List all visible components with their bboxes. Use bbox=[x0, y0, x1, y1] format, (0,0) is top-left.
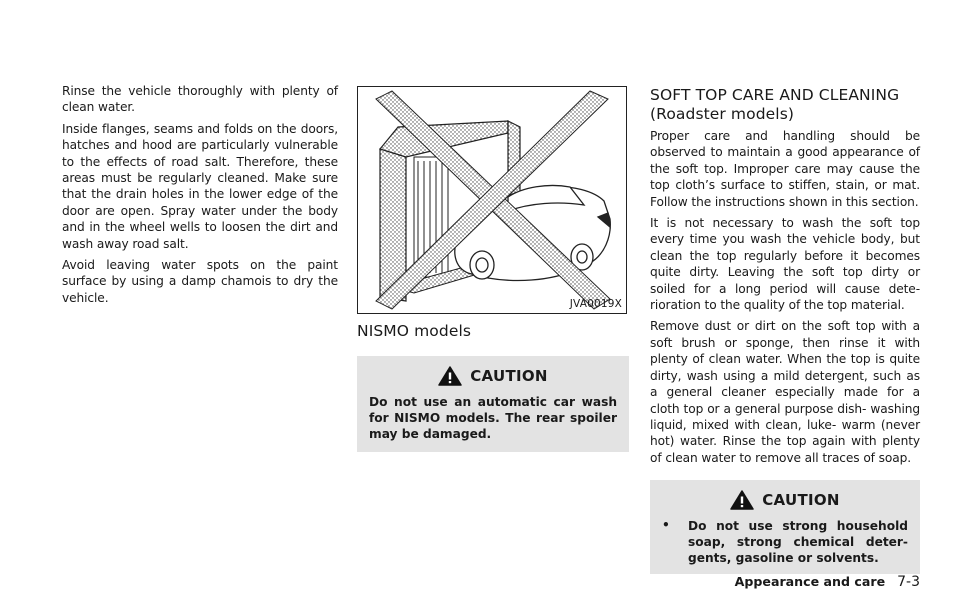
caution-box-nismo bbox=[357, 356, 629, 452]
column-left bbox=[62, 83, 338, 311]
caution-box-soft-top bbox=[650, 480, 920, 574]
heading-nismo-models: NISMO models bbox=[357, 322, 472, 340]
warning-triangle-icon bbox=[730, 490, 754, 510]
paragraph-proper-care: Proper care and handling should be observed to maintain a good appearance of the soft top. Improper care may cause the top cloth’s surface to stiffen, stain, or mat. Follow the instructions shown in this section. bbox=[650, 129, 920, 209]
caution-header bbox=[662, 490, 908, 510]
page-number: 7-3 bbox=[897, 574, 920, 590]
page-footer bbox=[735, 574, 920, 590]
paragraph-wash-regularly: It is not necessary to wash the soft top every time you wash the vehicle body, but clean the top regularly before it becomes quite dirty. Leaving the soft top dirty or soiled for a long period will cause dete- rioration to the quality of the top material. bbox=[650, 216, 920, 313]
caution-header bbox=[369, 366, 617, 386]
paragraph-remove-dust: Remove dust or dirt on the soft top with a soft brush or sponge, then rinse it with plenty of clean water. When the top is quite dirty, wash using a mild detergent, such as a general cleaner especially made for a cloth top or a general purpose dish- washing liquid, mixed with clean, luke- warm (never hot) water. Rinse the top again with plenty of clean water to remove all traces of soap. bbox=[650, 319, 920, 465]
caution-title: CAUTION bbox=[762, 491, 840, 510]
paragraph-water-spots: Avoid leaving water spots on the paint surface by using a damp chamois to dry the vehicle. bbox=[62, 258, 338, 305]
caution-title: CAUTION bbox=[470, 367, 548, 385]
caution-text: Do not use an automatic car wash for NISMO models. The rear spoiler may be damaged. bbox=[369, 395, 617, 441]
caution-bullet-item bbox=[662, 518, 908, 566]
car-wash-illustration bbox=[357, 86, 627, 314]
paragraph-rinse: Rinse the vehicle thoroughly with plenty of clean water. bbox=[62, 84, 338, 115]
caution-bullet-text: Do not use strong household soap, strong chemical deter- gents, gasoline or solvents. bbox=[688, 519, 908, 566]
heading-soft-top-care: SOFT TOP CARE AND CLEANING bbox=[650, 86, 900, 104]
figure-code: JVA0019X bbox=[569, 298, 622, 310]
paragraph-flanges: Inside flanges, seams and folds on the doors, hatches and hood are particularly vulnerable to the effects of road salt. Therefore, these areas must be regularly cleaned. Make sure that the drain holes in the lower edge of the door are open. Spray water under the body and in the wheel wells to loosen the dirt and wash away road salt. bbox=[62, 121, 338, 251]
footer-section-name: Appearance and care bbox=[734, 574, 886, 589]
column-right bbox=[650, 86, 920, 574]
column-middle bbox=[357, 83, 629, 452]
car-wash-drawing bbox=[358, 87, 628, 315]
bullet-mark: • bbox=[662, 518, 670, 533]
warning-triangle-icon bbox=[438, 366, 462, 386]
heading-roadster-models: (Roadster models) bbox=[650, 105, 795, 123]
